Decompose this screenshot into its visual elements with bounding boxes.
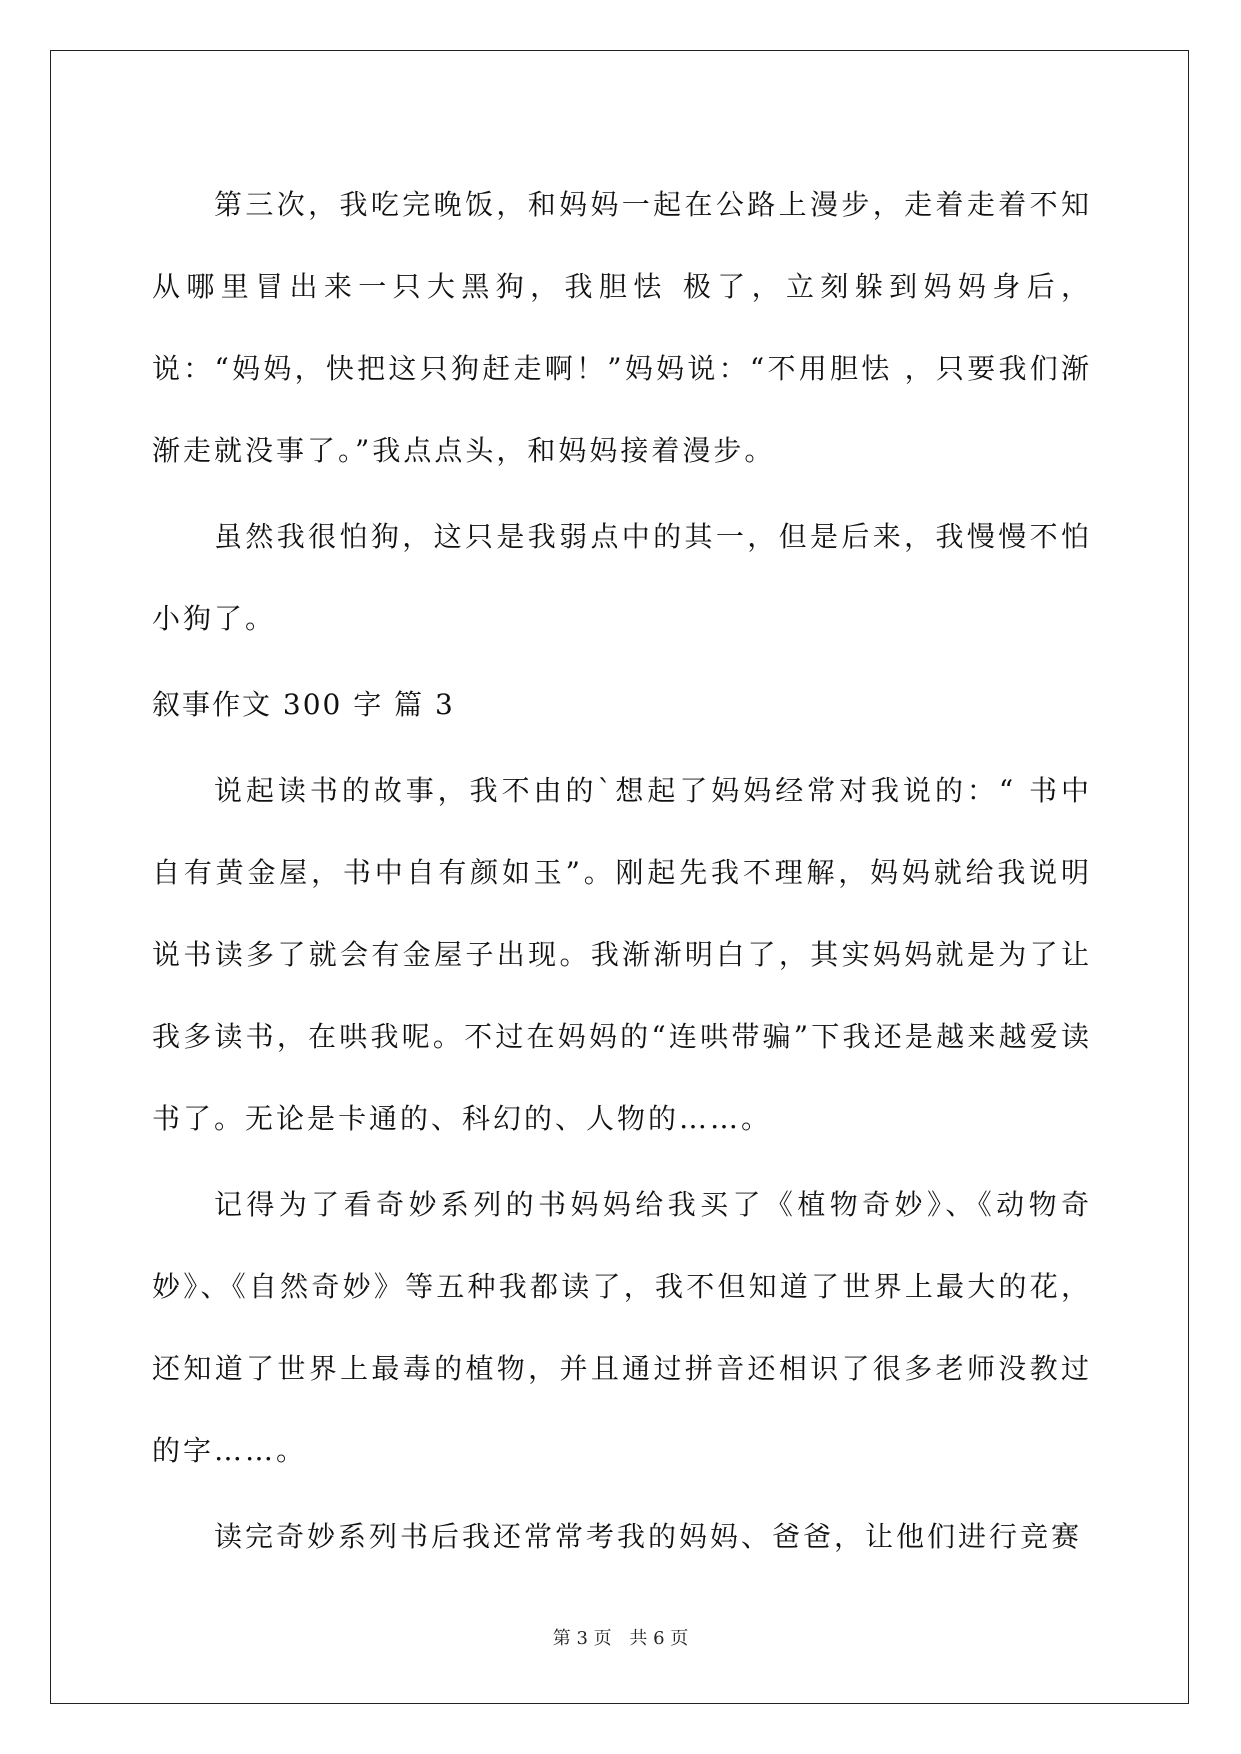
page-total: 共 6 页 (629, 1628, 689, 1649)
page-number: 第 3 页 (552, 1628, 612, 1649)
paragraph-4: 记得为了看奇妙系列的书妈妈给我买了《植物奇妙》、《动物奇妙》、《自然奇妙》等五种我都读了，我不但知道了世界上最大的花，还知道了世界上最毒的植物，并且通过拼音还相识了很多老师没教过的字……。 (152, 1188, 1092, 1467)
section-heading: 叙事作文 300 字 篇 3 (152, 688, 455, 721)
paragraph-1: 第三次，我吃完晚饭，和妈妈一起在公路上漫步，走着走着不知从哪里冒出来一只大黑狗，我胆怯 极了，立刻躲到妈妈身后，说：“妈妈，快把这只狗赶走啊！”妈妈说：“不用胆怯 ，只要我们渐渐走就没事了。”我点点头，和妈妈接着漫步。 (152, 188, 1092, 467)
paragraph-3: 说起读书的故事，我不由的`想起了妈妈经常对我说的：“ 书中自有黄金屋，书中自有颜如玉”。刚起先我不理解，妈妈就给我说明说书读多了就会有金屋子出现。我渐渐明白了，其实妈妈就是为了让我多读书，在哄我呢。不过在妈妈的“连哄带骗”下我还是越来越爱读书了。无论是卡通的、科幻的、人物的……。 (152, 774, 1092, 1135)
document-body (152, 164, 1092, 1582)
paragraph-2: 虽然我很怕狗，这只是我弱点中的其一，但是后来，我慢慢不怕小狗了。 (152, 520, 1092, 635)
page-footer (0, 1627, 1241, 1651)
paragraph-5: 读完奇妙系列书后我还常常考我的妈妈、爸爸，让他们进行竞赛 (214, 1520, 1083, 1553)
